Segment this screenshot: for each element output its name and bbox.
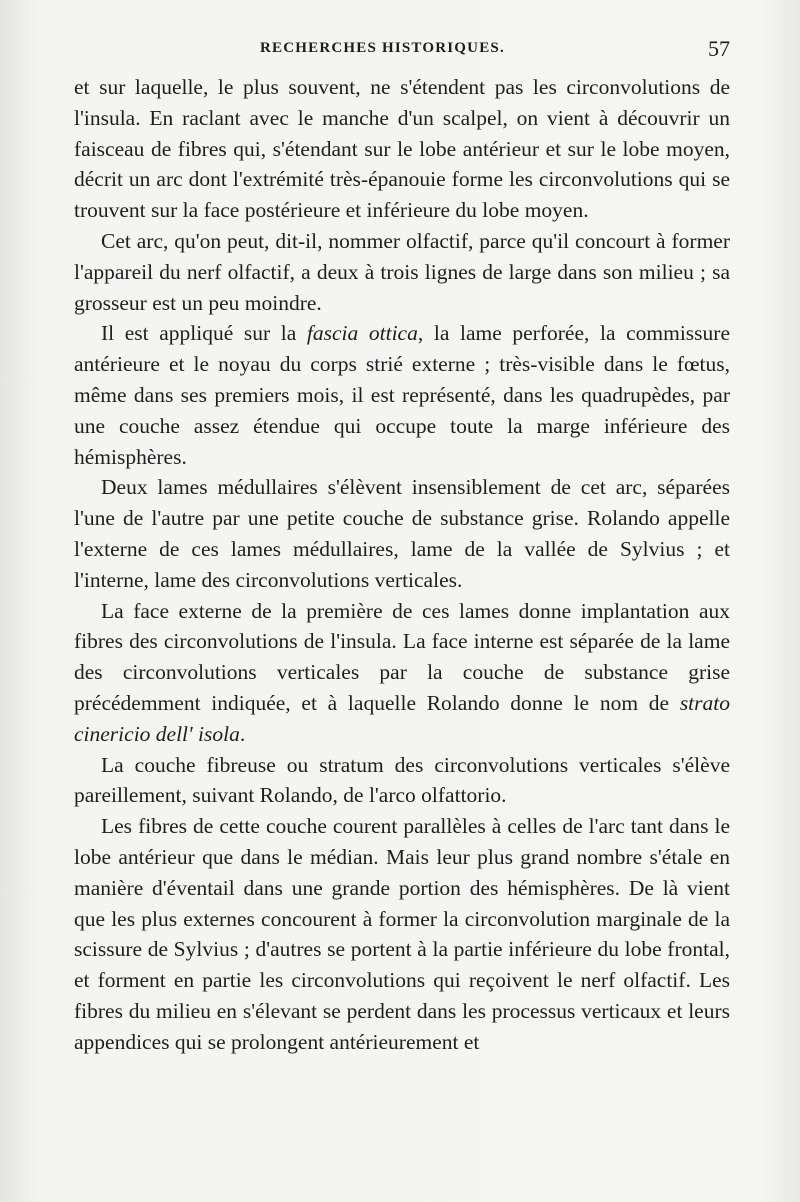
- paragraph-text: La couche fibreuse ou stratum des circonvolutions verticales s'élève pareillement, suivant Rolando, de l'arco olfattorio.: [74, 752, 730, 808]
- paragraph: [74, 72, 730, 226]
- italic-term: strato cinericio dell' isola: [74, 690, 730, 746]
- paragraph: [74, 472, 730, 595]
- italic-term: fascia ottica: [306, 321, 418, 346]
- paragraph: [74, 811, 730, 1057]
- paragraph-text: , la lame perforée, la commissure antérieure et le noyau du corps strié externe ; très-visible dans le fœtus, même dans ses premiers mois, il est représenté, dans les quadrupèdes, par une couche assez étendue qui occupe toute la marge inférieure des hémisphères.: [74, 321, 730, 469]
- running-title: RECHERCHES HISTORIQUES.: [260, 40, 505, 56]
- paragraph: [74, 226, 730, 318]
- page-number: 57: [708, 36, 730, 61]
- paragraph: [74, 750, 730, 812]
- paragraph-text: et sur laquelle, le plus souvent, ne s'étendent pas les circonvolutions de l'insula. En raclant avec le manche d'un scalpel, on vient à découvrir un faisceau de fibres qui, s'étendant sur le lobe antérieur et sur le lobe moyen, décrit un arc dont l'extrémité très-épanouie forme les circonvolutions qui se trouvent sur la face postérieure et inférieure du lobe moyen.: [74, 75, 730, 223]
- running-header: [74, 36, 732, 66]
- paragraph: [74, 318, 730, 472]
- paragraph: [74, 596, 730, 750]
- paragraph-text: Deux lames médullaires s'élèvent insensiblement de cet arc, séparées l'une de l'autre par une petite couche de substance grise. Rolando appelle l'externe de ces lames médullaires, lame de la vallée de Sylvius ; et l'interne, lame des circonvolutions verticales.: [74, 475, 730, 592]
- paragraph-text: La face externe de la première de ces lames donne implantation aux fibres des circonvolutions de l'insula. La face interne est séparée de la lame des circonvolutions verticales par la couche de substance grise précédemment indiquée, et à laquelle Rolando donne le nom de: [74, 598, 730, 715]
- paragraph-text: Il est appliqué sur la: [101, 321, 307, 346]
- body-text: [74, 72, 730, 1058]
- paragraph-text: .: [239, 721, 246, 746]
- paragraph-text: Les fibres de cette couche courent parallèles à celles de l'arc tant dans le lobe antérieur que dans le médian. Mais leur plus grand nombre s'étale en manière d'éventail dans une grande portion des hémisphères. De là vient que les plus externes concourent à former la circonvolution marginale de la scissure de Sylvius ; d'autres se portent à la partie inférieure du lobe frontal, et forment en partie les circonvolutions qui reçoivent le nerf olfactif. Les fibres du milieu en s'élevant se perdent dans les processus verticaux et leurs appendices qui se prolongent antérieurement et: [74, 814, 730, 1054]
- paragraph-text: Cet arc, qu'on peut, dit-il, nommer olfactif, parce qu'il concourt à former l'appareil du nerf olfactif, a deux à trois lignes de large dans son milieu ; sa grosseur est un peu moindre.: [74, 228, 730, 315]
